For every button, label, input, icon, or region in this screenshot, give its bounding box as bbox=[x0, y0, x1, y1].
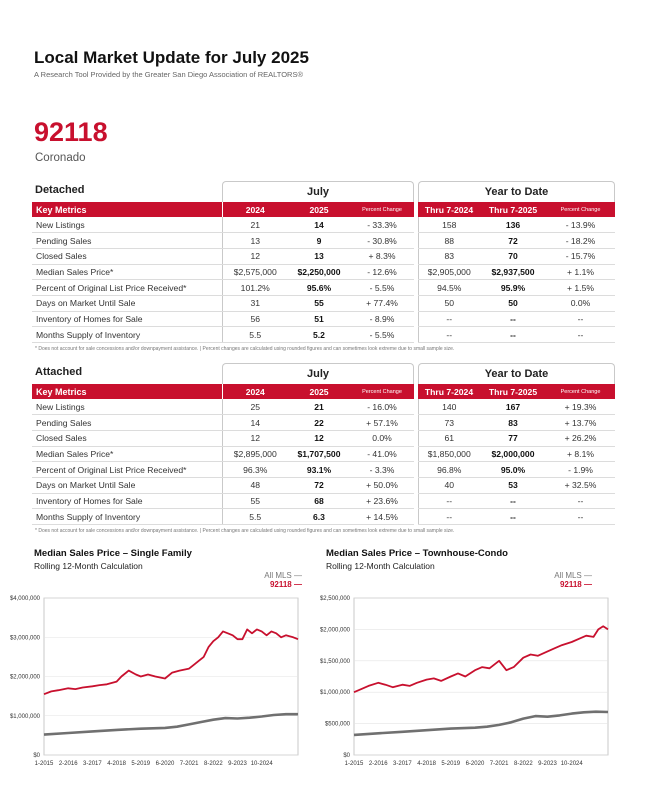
legend-zip: 92118 — bbox=[269, 580, 302, 589]
ytd-group-header: Year to Date bbox=[418, 181, 615, 202]
x-tick-label: 3-2017 bbox=[83, 761, 102, 767]
cell-ytd-pct: - 18.2% bbox=[546, 233, 615, 249]
cell-july-2025: 13 bbox=[288, 248, 350, 264]
cell-july-2024: 13 bbox=[222, 233, 288, 249]
attached-section bbox=[32, 363, 615, 534]
cell-ytd-pct: -- bbox=[546, 327, 615, 343]
cell-ytd-2024: 83 bbox=[418, 248, 480, 264]
table-row bbox=[32, 446, 615, 462]
cell-ytd-pct: + 13.7% bbox=[546, 415, 615, 431]
cell-ytd-2025: -- bbox=[480, 311, 546, 327]
metric-name: Inventory of Homes for Sale bbox=[32, 311, 222, 327]
cell-july-2024: 5.5 bbox=[222, 509, 288, 525]
cell-july-2025: 72 bbox=[288, 477, 350, 493]
chart-subtitle: Rolling 12-Month Calculation bbox=[326, 561, 435, 571]
page-title: Local Market Update for July 2025 bbox=[34, 48, 309, 67]
x-tick-label: 2-2016 bbox=[368, 761, 388, 767]
metric-name: New Listings bbox=[32, 217, 222, 233]
x-tick-label: 9-2023 bbox=[228, 761, 247, 767]
table-row bbox=[32, 493, 615, 509]
cell-july-2025: 68 bbox=[288, 493, 350, 509]
y-tick-label: $1,500,000 bbox=[319, 658, 350, 665]
detached-metrics-table bbox=[32, 202, 615, 343]
metric-name: Inventory of Homes for Sale bbox=[32, 493, 222, 509]
legend-all-mls: All MLS — bbox=[554, 571, 592, 580]
x-tick-label: 6-2020 bbox=[465, 761, 485, 767]
cell-july-pct: - 41.0% bbox=[350, 446, 414, 462]
cell-ytd-2024: 140 bbox=[418, 399, 480, 415]
cell-july-2024: 48 bbox=[222, 477, 288, 493]
cell-july-2025: 51 bbox=[288, 311, 350, 327]
cell-july-2024: 25 bbox=[222, 399, 288, 415]
cell-july-pct: - 30.8% bbox=[350, 233, 414, 249]
cell-ytd-2025: $2,000,000 bbox=[480, 446, 546, 462]
x-tick-label: 8-2022 bbox=[513, 761, 533, 767]
x-tick-label: 4-2018 bbox=[417, 761, 436, 767]
cell-july-2024: 96.3% bbox=[222, 462, 288, 478]
cell-july-2025: 55 bbox=[288, 295, 350, 311]
col-percent-change: Percent Change bbox=[546, 202, 615, 217]
cell-ytd-pct: + 1.5% bbox=[546, 280, 615, 296]
cell-ytd-2024: 94.5% bbox=[418, 280, 480, 296]
cell-ytd-2024: 158 bbox=[418, 217, 480, 233]
cell-july-pct: + 23.6% bbox=[350, 493, 414, 509]
y-tick-label: $2,000,000 bbox=[319, 627, 350, 634]
cell-july-2025: $1,707,500 bbox=[288, 446, 350, 462]
cell-ytd-2024: $1,850,000 bbox=[418, 446, 480, 462]
ytd-group-header: Year to Date bbox=[418, 363, 615, 384]
zip-code: 92118 bbox=[34, 117, 108, 147]
cell-july-2025: 93.1% bbox=[288, 462, 350, 478]
chart-subtitle: Rolling 12-Month Calculation bbox=[34, 561, 143, 571]
cell-ytd-2025: 77 bbox=[480, 430, 546, 446]
col-2025: 2025 bbox=[288, 384, 350, 399]
y-tick-label: $2,000,000 bbox=[9, 674, 40, 681]
cell-ytd-2024: 50 bbox=[418, 295, 480, 311]
cell-july-2024: 5.5 bbox=[222, 327, 288, 343]
table-row bbox=[32, 295, 615, 311]
col-2024: 2024 bbox=[222, 202, 288, 217]
cell-july-pct: - 8.9% bbox=[350, 311, 414, 327]
table-row bbox=[32, 264, 615, 280]
cell-july-pct: + 8.3% bbox=[350, 248, 414, 264]
detached-section bbox=[32, 181, 615, 352]
x-tick-label: 10-2024 bbox=[250, 761, 273, 767]
cell-ytd-2024: 88 bbox=[418, 233, 480, 249]
cell-ytd-pct: 0.0% bbox=[546, 295, 615, 311]
y-tick-label: $1,000,000 bbox=[319, 690, 350, 697]
metric-name: Pending Sales bbox=[32, 415, 222, 431]
metric-name: Months Supply of Inventory bbox=[32, 509, 222, 525]
table-row bbox=[32, 233, 615, 249]
section-header bbox=[32, 181, 615, 202]
cell-ytd-2024: -- bbox=[418, 311, 480, 327]
x-tick-label: 3-2017 bbox=[393, 761, 412, 767]
x-tick-label: 8-2022 bbox=[203, 761, 223, 767]
header-row bbox=[32, 202, 615, 217]
cell-ytd-2024: $2,905,000 bbox=[418, 264, 480, 280]
cell-july-2024: 56 bbox=[222, 311, 288, 327]
col-percent-change: Percent Change bbox=[350, 384, 414, 399]
cell-ytd-pct: + 19.3% bbox=[546, 399, 615, 415]
col-key-metrics: Key Metrics bbox=[32, 384, 222, 399]
legend-zip: 92118 — bbox=[559, 580, 592, 589]
table-row bbox=[32, 248, 615, 264]
cell-july-pct: + 14.5% bbox=[350, 509, 414, 525]
cell-ytd-2024: -- bbox=[418, 493, 480, 509]
x-tick-label: 1-2015 bbox=[34, 761, 54, 767]
cell-ytd-2025: $2,937,500 bbox=[480, 264, 546, 280]
cell-july-2025: 6.3 bbox=[288, 509, 350, 525]
y-tick-label: $0 bbox=[343, 753, 350, 759]
cell-ytd-pct: -- bbox=[546, 509, 615, 525]
x-tick-label: 4-2018 bbox=[107, 761, 126, 767]
col-thru-2025: Thru 7-2025 bbox=[480, 202, 546, 217]
table-row bbox=[32, 477, 615, 493]
cell-ytd-2025: 50 bbox=[480, 295, 546, 311]
series-line-all-mls bbox=[44, 714, 298, 734]
cell-july-2025: 22 bbox=[288, 415, 350, 431]
july-group-header: July bbox=[222, 181, 414, 202]
y-tick-label: $3,000,000 bbox=[9, 635, 40, 642]
cell-july-pct: 0.0% bbox=[350, 430, 414, 446]
metric-name: New Listings bbox=[32, 399, 222, 415]
table-row bbox=[32, 462, 615, 478]
col-2024: 2024 bbox=[222, 384, 288, 399]
section-title: Attached bbox=[35, 366, 83, 378]
single-family-chart bbox=[0, 590, 310, 775]
chart-title: Median Sales Price – Townhouse-Condo bbox=[326, 548, 508, 559]
cell-july-2024: 21 bbox=[222, 217, 288, 233]
page-subtitle: A Research Tool Provided by the Greater San Diego Association of REALTORS® bbox=[34, 70, 304, 79]
table-row bbox=[32, 430, 615, 446]
cell-ytd-2025: -- bbox=[480, 493, 546, 509]
chart-legend bbox=[554, 571, 592, 589]
header-row bbox=[32, 384, 615, 399]
cell-ytd-pct: -- bbox=[546, 311, 615, 327]
cell-july-2025: 95.6% bbox=[288, 280, 350, 296]
col-key-metrics: Key Metrics bbox=[32, 202, 222, 217]
table-row bbox=[32, 399, 615, 415]
y-tick-label: $500,000 bbox=[324, 721, 350, 728]
table-row bbox=[32, 217, 615, 233]
cell-ytd-2024: 73 bbox=[418, 415, 480, 431]
cell-ytd-2025: 53 bbox=[480, 477, 546, 493]
cell-ytd-2025: -- bbox=[480, 327, 546, 343]
series-line-zip bbox=[44, 629, 298, 694]
table-row bbox=[32, 280, 615, 296]
cell-ytd-pct: -- bbox=[546, 493, 615, 509]
cell-july-pct: + 77.4% bbox=[350, 295, 414, 311]
cell-july-2024: 14 bbox=[222, 415, 288, 431]
cell-july-2024: 12 bbox=[222, 248, 288, 264]
cell-ytd-2024: -- bbox=[418, 509, 480, 525]
cell-july-pct: - 5.5% bbox=[350, 280, 414, 296]
metric-name: Days on Market Until Sale bbox=[32, 477, 222, 493]
y-tick-label: $1,000,000 bbox=[9, 713, 40, 720]
july-group-header: July bbox=[222, 363, 414, 384]
cell-ytd-2025: 167 bbox=[480, 399, 546, 415]
metric-name: Median Sales Price* bbox=[32, 264, 222, 280]
legend-all-mls: All MLS — bbox=[264, 571, 302, 580]
metric-name: Closed Sales bbox=[32, 430, 222, 446]
metric-name: Median Sales Price* bbox=[32, 446, 222, 462]
x-tick-label: 10-2024 bbox=[560, 761, 583, 767]
cell-july-2025: $2,250,000 bbox=[288, 264, 350, 280]
cell-july-2024: $2,895,000 bbox=[222, 446, 288, 462]
cell-july-2024: 55 bbox=[222, 493, 288, 509]
attached-metrics-table bbox=[32, 384, 615, 525]
cell-ytd-2025: -- bbox=[480, 509, 546, 525]
cell-ytd-2024: -- bbox=[418, 327, 480, 343]
cell-ytd-pct: - 13.9% bbox=[546, 217, 615, 233]
x-tick-label: 6-2020 bbox=[155, 761, 175, 767]
x-tick-label: 7-2021 bbox=[179, 761, 199, 767]
table-row bbox=[32, 509, 615, 525]
metric-name: Percent of Original List Price Received* bbox=[32, 462, 222, 478]
x-tick-label: 5-2019 bbox=[131, 761, 151, 767]
y-tick-label: $2,500,000 bbox=[319, 596, 350, 602]
area-name: Coronado bbox=[35, 152, 86, 164]
section-header bbox=[32, 363, 615, 384]
chart-title: Median Sales Price – Single Family bbox=[34, 548, 192, 559]
cell-july-pct: + 57.1% bbox=[350, 415, 414, 431]
cell-ytd-2024: 40 bbox=[418, 477, 480, 493]
col-percent-change: Percent Change bbox=[350, 202, 414, 217]
cell-july-2024: 101.2% bbox=[222, 280, 288, 296]
section-title: Detached bbox=[35, 184, 85, 196]
cell-july-pct: + 50.0% bbox=[350, 477, 414, 493]
col-thru-2025: Thru 7-2025 bbox=[480, 384, 546, 399]
footnote: * Does not account for sale concessions and/or downpayment assistance. | Percent changes are calculated using rounded figures and can sometimes look extreme due to small sample size. bbox=[35, 346, 455, 352]
table-row bbox=[32, 415, 615, 431]
metric-name: Days on Market Until Sale bbox=[32, 295, 222, 311]
metric-name: Months Supply of Inventory bbox=[32, 327, 222, 343]
cell-ytd-2025: 83 bbox=[480, 415, 546, 431]
cell-ytd-2025: 95.0% bbox=[480, 462, 546, 478]
col-thru-2024: Thru 7-2024 bbox=[418, 384, 480, 399]
cell-ytd-pct: + 32.5% bbox=[546, 477, 615, 493]
cell-july-2025: 21 bbox=[288, 399, 350, 415]
col-percent-change: Percent Change bbox=[546, 384, 615, 399]
cell-ytd-pct: + 26.2% bbox=[546, 430, 615, 446]
cell-july-2025: 9 bbox=[288, 233, 350, 249]
series-line-zip bbox=[354, 626, 608, 692]
table-row bbox=[32, 327, 615, 343]
cell-ytd-2024: 96.8% bbox=[418, 462, 480, 478]
cell-july-pct: - 3.3% bbox=[350, 462, 414, 478]
x-tick-label: 2-2016 bbox=[58, 761, 78, 767]
cell-july-2024: 31 bbox=[222, 295, 288, 311]
cell-july-2025: 14 bbox=[288, 217, 350, 233]
cell-ytd-2025: 70 bbox=[480, 248, 546, 264]
cell-july-pct: - 5.5% bbox=[350, 327, 414, 343]
metric-name: Closed Sales bbox=[32, 248, 222, 264]
cell-ytd-pct: + 8.1% bbox=[546, 446, 615, 462]
metric-name: Pending Sales bbox=[32, 233, 222, 249]
y-tick-label: $4,000,000 bbox=[9, 596, 40, 602]
cell-july-pct: - 16.0% bbox=[350, 399, 414, 415]
col-thru-2024: Thru 7-2024 bbox=[418, 202, 480, 217]
col-2025: 2025 bbox=[288, 202, 350, 217]
x-tick-label: 7-2021 bbox=[489, 761, 509, 767]
cell-july-2025: 12 bbox=[288, 430, 350, 446]
cell-july-2025: 5.2 bbox=[288, 327, 350, 343]
cell-ytd-2025: 95.9% bbox=[480, 280, 546, 296]
table-row bbox=[32, 311, 615, 327]
cell-ytd-2025: 136 bbox=[480, 217, 546, 233]
x-tick-label: 5-2019 bbox=[441, 761, 461, 767]
y-tick-label: $0 bbox=[33, 753, 40, 759]
cell-ytd-pct: + 1.1% bbox=[546, 264, 615, 280]
cell-july-pct: - 12.6% bbox=[350, 264, 414, 280]
x-tick-label: 1-2015 bbox=[344, 761, 364, 767]
cell-ytd-2025: 72 bbox=[480, 233, 546, 249]
cell-july-2024: 12 bbox=[222, 430, 288, 446]
cell-july-2024: $2,575,000 bbox=[222, 264, 288, 280]
cell-ytd-pct: - 1.9% bbox=[546, 462, 615, 478]
x-tick-label: 9-2023 bbox=[538, 761, 557, 767]
cell-ytd-pct: - 15.7% bbox=[546, 248, 615, 264]
townhouse-condo-chart bbox=[310, 590, 620, 775]
cell-july-pct: - 33.3% bbox=[350, 217, 414, 233]
cell-ytd-2024: 61 bbox=[418, 430, 480, 446]
metric-name: Percent of Original List Price Received* bbox=[32, 280, 222, 296]
footnote: * Does not account for sale concessions and/or downpayment assistance. | Percent changes are calculated using rounded figures and can sometimes look extreme due to small sample size. bbox=[35, 528, 455, 534]
chart-legend bbox=[264, 571, 302, 589]
